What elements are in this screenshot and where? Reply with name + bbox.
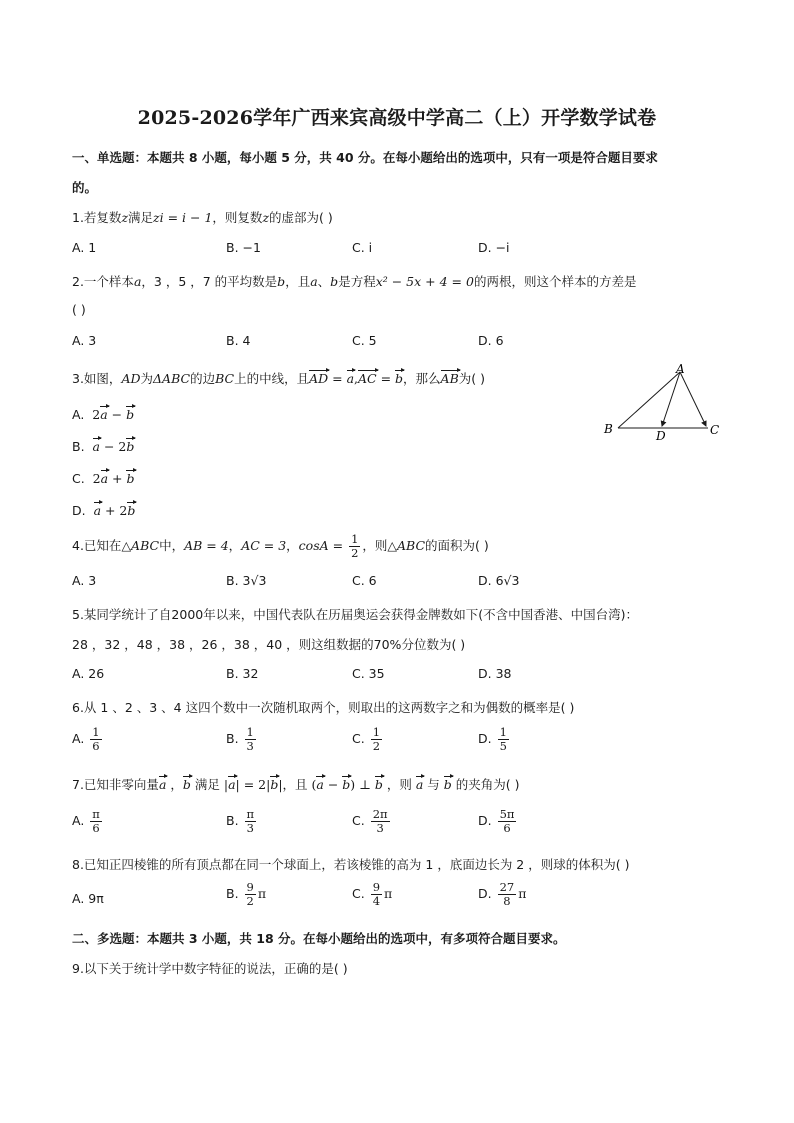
denominator: 4 [372, 894, 381, 908]
q1-equation: zi = i − 1 [153, 210, 213, 225]
vector-b: b [127, 500, 135, 518]
section1-heading-cont: 的。 [72, 180, 98, 195]
q2-option-a[interactable]: A. 3 [72, 333, 97, 348]
page-title: 2025-2026学年广西来宾高级中学高二（上）开学数学试卷 [137, 107, 657, 129]
pi-symbol: π [518, 886, 527, 901]
q7-vector: b [375, 774, 383, 792]
q7-text: | = 2| [235, 777, 271, 792]
q2-equation: x² − 5x + 4 = 0 [375, 274, 474, 289]
option-label: B. [226, 813, 239, 828]
q1-option-c[interactable]: C. i [352, 240, 373, 255]
q3-option-b[interactable] [72, 436, 134, 454]
q7-vector: a [416, 774, 423, 792]
operator: − [107, 407, 127, 422]
operator: − 2 [99, 439, 127, 454]
option-fraction [498, 881, 517, 908]
q3-var: AD [121, 371, 141, 386]
q3-text: ，那么 [403, 371, 441, 386]
q7-option-c[interactable] [352, 808, 392, 835]
q2-text: ，3 ，5 ，7 的平均数是 [141, 274, 278, 289]
vector-a: a [94, 500, 101, 518]
q3-vector: a [347, 368, 354, 386]
denominator: 6 [503, 821, 511, 835]
q1-text: 的虚部为( ) [269, 210, 333, 225]
numerator: 5π [499, 807, 515, 821]
option-label: B. [226, 886, 239, 901]
q3-option-c[interactable] [72, 468, 135, 486]
label-a: A [676, 362, 685, 376]
q4-var: cosA = [298, 538, 348, 553]
q7-vector: b [183, 774, 191, 792]
numerator: 9 [372, 880, 381, 894]
q2-option-b[interactable]: B. 4 [226, 333, 251, 348]
q5-option-c[interactable]: C. 35 [352, 666, 385, 681]
question-5-cont: 28 ，32 ，48 ，38 ，26 ，38 ，40 ，则这组数据的70%分位数为( ) [72, 637, 466, 652]
q3-text: 的边 [190, 371, 216, 386]
q7-option-b[interactable] [226, 808, 258, 835]
pi-symbol: π [257, 886, 267, 901]
q5-option-d[interactable]: D. 38 [478, 666, 512, 681]
vector-a: a [93, 436, 100, 454]
numerator: 1 [499, 725, 507, 739]
q2-var: b [277, 274, 286, 289]
q1-text: ，则复数 [212, 210, 263, 225]
q3-text: , [354, 371, 358, 386]
q3-option-d[interactable] [72, 500, 135, 518]
q4-var: △ABC [387, 538, 426, 553]
option-label: D. [478, 813, 492, 828]
option-label: A. [72, 407, 85, 422]
q7-vector: b [270, 774, 278, 792]
q1-text: 1.若复数 [72, 210, 122, 225]
q7-vector: a [316, 774, 323, 792]
q3-text: 3.如图， [72, 371, 122, 386]
q4-text: 4.已知在 [72, 538, 122, 553]
denominator: 3 [376, 821, 384, 835]
numerator: π [92, 807, 100, 821]
q7-text: ，则 [382, 777, 416, 792]
section2-heading: 二、多选题：本题共 3 小题，共 18 分。在每小题给出的选项中，有多项符合题目要求。 [72, 931, 566, 946]
option-fraction [245, 726, 256, 753]
q3-text: = [376, 371, 396, 386]
question-7 [72, 774, 519, 793]
question-3 [72, 368, 485, 387]
q2-text: ，且 [285, 274, 311, 289]
option-fraction [371, 726, 382, 753]
option-label: C. [352, 886, 365, 901]
q6-option-a[interactable] [72, 726, 104, 753]
q7-option-d[interactable] [478, 808, 518, 835]
denominator: 2 [372, 739, 381, 753]
option-fraction [371, 808, 390, 835]
coef: 2 [92, 471, 101, 486]
q7-vector: b [444, 774, 452, 792]
numerator: 9 [246, 880, 254, 894]
option-label: B. [72, 439, 85, 454]
q7-text: − [323, 777, 343, 792]
q1-option-b[interactable]: B. −1 [226, 240, 261, 255]
triangle-figure [598, 362, 728, 442]
q6-option-b[interactable] [226, 726, 258, 753]
label-c: C [710, 423, 720, 437]
q7-text: ， [166, 777, 183, 792]
q3-text: = [328, 371, 347, 386]
q4-var: AB = 4 [184, 538, 229, 553]
q1-option-a[interactable]: A. 1 [72, 240, 97, 255]
q2-var: b [330, 274, 339, 289]
option-fraction [90, 726, 101, 753]
pi-symbol: π [384, 886, 393, 901]
q4-option-c[interactable]: C. 6 [352, 573, 377, 588]
numerator: 1 [372, 725, 381, 739]
q8-option-b[interactable] [226, 881, 266, 908]
q2-var: a [133, 274, 142, 289]
q5-option-b[interactable]: B. 32 [226, 666, 259, 681]
q2-option-d[interactable]: D. 6 [478, 333, 504, 348]
numerator: 27 [499, 880, 515, 894]
q2-var: a [310, 274, 318, 289]
denominator: 2 [246, 894, 254, 908]
q1-option-d[interactable]: D. −i [478, 240, 510, 255]
q7-text: 7.已知非零向量 [72, 777, 159, 792]
q8-option-a[interactable]: A. 9π [72, 891, 104, 906]
q2-bracket: ( ) [72, 302, 86, 317]
vector-ac [680, 372, 706, 426]
question-8: 8.已知正四棱锥的所有顶点都在同一个球面上，若该棱锥的高为 1 ，底面边长为 2 ，则球的体积为( ) [72, 857, 630, 872]
question-6: 6.从 1 、2 、3 、4 这四个数中一次随机取两个，则取出的这两数字之和为偶数的概率是( ) [72, 700, 575, 715]
q8-option-c[interactable] [352, 881, 392, 908]
denominator: 6 [92, 739, 100, 753]
q4-option-b[interactable]: B. 3√3 [226, 573, 267, 588]
option-label: A. [72, 731, 85, 746]
q3-text: 为 [140, 371, 154, 386]
vector-a: a [100, 404, 107, 422]
q2-text: 是方程 [338, 274, 376, 289]
q1-var: z [262, 210, 270, 225]
vector-a: a [101, 468, 108, 486]
option-fraction [245, 881, 256, 908]
operator: + 2 [101, 503, 128, 518]
denominator: 6 [92, 821, 100, 835]
q4-text: 中， [159, 538, 185, 553]
section1-heading: 一、单选题：本题共 8 小题，每小题 5 分，共 40 分。在每小题给出的选项中，只有一项是符合题目要求 [72, 150, 658, 165]
numerator: π [246, 807, 255, 821]
option-fraction [498, 726, 509, 753]
q1-var: z [121, 210, 129, 225]
option-fraction [371, 881, 382, 908]
q7-text: |，且 ( [278, 777, 317, 792]
question-1 [72, 208, 333, 226]
q2-text: 的两根，则这个样本的方差是 [473, 274, 637, 289]
option-fraction [498, 808, 517, 835]
q3-text: 上的中线，且 [234, 371, 310, 386]
denominator: 5 [499, 739, 507, 753]
q4-var: AC = 3 [241, 538, 287, 553]
numerator: 1 [92, 725, 100, 739]
option-label: C. [72, 471, 85, 486]
q4-text: ， [228, 538, 242, 553]
question-5: 5.某同学统计了自2000年以来，中国代表队在历届奥运会获得金牌数如下(不含中国香港、中国台湾)： [72, 607, 638, 622]
denominator: 3 [246, 739, 254, 753]
q7-option-a[interactable] [72, 808, 104, 835]
q2-text: 2.一个样本 [72, 274, 134, 289]
denominator: 3 [246, 821, 254, 835]
q7-text: 满足 | [190, 777, 229, 792]
option-fraction [245, 808, 257, 835]
vector-b: b [126, 404, 134, 422]
option-label: C. [352, 813, 365, 828]
q4-text: ， [286, 538, 299, 553]
option-label: A. [72, 813, 85, 828]
operator: + [108, 471, 127, 486]
option-label: D. [478, 731, 492, 746]
option-label: C. [352, 731, 365, 746]
question-2 [72, 272, 636, 290]
vector-b: b [126, 468, 134, 486]
q1-text: 满足 [128, 210, 154, 225]
q2-text: 、 [317, 274, 331, 289]
q3-vector: b [395, 368, 403, 386]
q6-option-d[interactable] [478, 726, 511, 753]
q4-var: △ABC [121, 538, 160, 553]
denominator: 2 [351, 546, 359, 560]
option-label: B. [226, 731, 239, 746]
q6-option-c[interactable] [352, 726, 384, 753]
q3-vector: AD [309, 368, 328, 386]
q7-vector: a [159, 774, 166, 792]
vector-b: b [126, 436, 134, 454]
q3-var: BC [215, 371, 235, 386]
option-fraction [90, 808, 102, 835]
q4-fraction [349, 533, 360, 560]
q4-text: 的面积为( ) [425, 538, 489, 553]
q7-text: 的夹角为( ) [451, 777, 520, 792]
q7-vector: a [228, 774, 235, 792]
q4-option-a[interactable]: A. 3 [72, 573, 97, 588]
q3-text: 为( ) [458, 371, 485, 386]
q3-option-a[interactable] [72, 404, 134, 422]
option-label: D. [478, 886, 492, 901]
q3-var: ΔABC [153, 371, 191, 386]
denominator: 8 [503, 894, 511, 908]
coef: 2 [92, 407, 101, 422]
q3-vector: AC [358, 368, 377, 386]
option-label: D. [72, 503, 86, 518]
q7-vector: b [342, 774, 350, 792]
q5-option-a[interactable]: A. 26 [72, 666, 105, 681]
label-b: B [604, 422, 613, 436]
q3-vector: AB [441, 368, 459, 386]
question-9: 9.以下关于统计学中数字特征的说法，正确的是( ) [72, 961, 348, 976]
q7-text: ) ⊥ [350, 777, 375, 792]
q4-text: ，则 [362, 538, 388, 553]
label-d: D [656, 429, 666, 442]
q8-option-d[interactable] [478, 881, 526, 908]
numerator: 2π [372, 807, 388, 821]
q2-option-c[interactable]: C. 5 [352, 333, 377, 348]
numerator: 1 [351, 532, 359, 546]
numerator: 1 [246, 725, 254, 739]
q7-text: 与 [423, 777, 444, 792]
q4-option-d[interactable]: D. 6√3 [478, 573, 520, 588]
question-4 [72, 533, 489, 560]
